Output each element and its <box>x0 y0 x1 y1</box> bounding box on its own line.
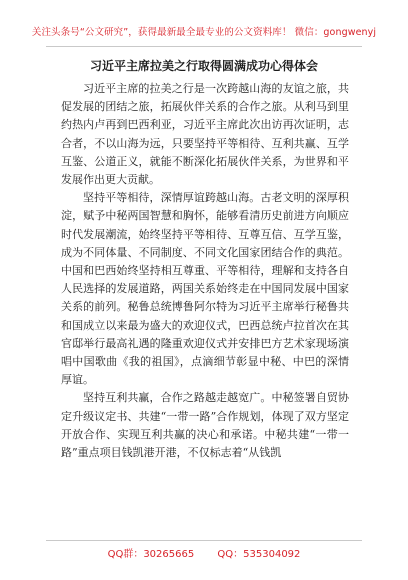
footer-contacts <box>0 545 408 560</box>
document-body <box>61 80 349 535</box>
footer-divider <box>46 540 362 541</box>
header-divider <box>46 46 362 47</box>
paragraph: 坚持平等相待，深情厚谊跨越山海。古老文明的深厚积淀，赋予中秘两国智慧和胸怀，能够看清历史前进方向顺应时代发展潮流，始终坚持平等相待、互尊互信、互学互鉴，成为不同体量、不同制度、不同文化国家团结合作的典范。中国和巴西始终坚持相互尊重、平等相待，理解和支持各自人民选择的发展道路，两国关系始终走在中国同发展中国家关系的前列。秘鲁总统博鲁阿尔特为习近平主席举行秘鲁共和国成立以来最为盛大的欢迎仪式，巴西总统卢拉首次在其官邸举行最高礼遇的隆重欢迎仪式并安排巴方艺术家现场演唱中国歌曲《我的祖国》，点滴细节彰显中秘、中巴的深情厚谊。 <box>61 191 349 387</box>
header-notice: 关注头条号“公文研究”，获得最新最全最专业的公文资料库！ 微信：gongwenyj <box>31 27 377 38</box>
qq-group-number: QQ群：30265665 <box>107 549 195 560</box>
paragraph: 习近平主席的拉美之行是一次跨越山海的友谊之旅，共促发展的团结之旅，拓展伙伴关系的合作之旅。从利马到里约热内卢再到巴西利亚，习近平主席此次出访再次证明，志合者，不以山海为远，只要坚持平等相待、互利共赢、互学互鉴、公道正义，就能不断深化拓展伙伴关系，为世界和平发展作出更大贡献。 <box>61 82 349 187</box>
paragraph: 坚持互利共赢，合作之路越走越宽广。中秘签署自贸协定升级议定书、共建“一带一路”合作规划，体现了双方坚定开放合作、实现互利共赢的决心和承诺。中秘共建“一带一路”重点项目钱凯港开港，不仅标志着“从钱凯 <box>61 391 349 460</box>
document-title: 习近平主席拉美之行取得圆满成功心得体会 <box>89 59 318 73</box>
qq-number: QQ：535304092 <box>217 549 301 560</box>
